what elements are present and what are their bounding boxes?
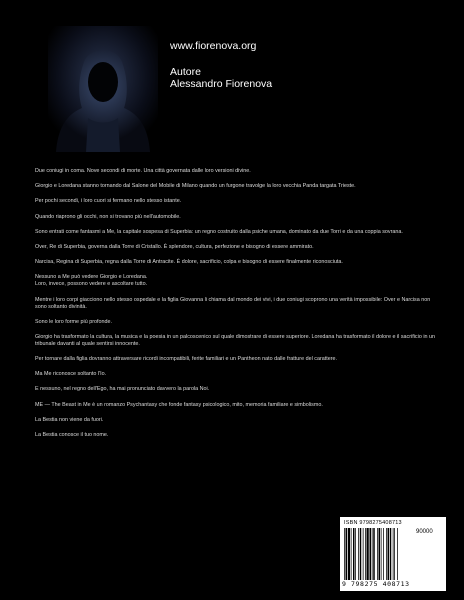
price-code: 90000 [416, 529, 433, 535]
paragraph: Giorgio e Loredana stanno tornando dal Salone del Mobile di Milano quando un furgone travolge la loro vecchia Panda targata Trieste. [35, 183, 356, 190]
barcode-bars [344, 528, 414, 580]
barcode-bar [346, 528, 348, 580]
barcode-bar [393, 528, 394, 580]
paragraph: La Bestia non viene da fuori. [35, 416, 104, 423]
barcode-bar [372, 528, 373, 580]
barcode-bar [348, 528, 350, 580]
barcode-bar [381, 528, 382, 580]
paragraph: E nessuno, nel regno dell'Ego, ha mai pronunciato davvero la parola Noi. [35, 386, 210, 393]
paragraph: Narcisa, Regina di Superbia, regna dalla Torre di Antracite. È dolore, sacrificio, colpa e bisogno di essere finalmente riconosciuta. [35, 259, 343, 266]
barcode-bar [353, 528, 355, 580]
barcode-bar [365, 528, 366, 580]
paragraph: Sono entrati come fantasmi a Me, la capitale sospesa di Superbia: un regno costruito dalla psiche umana, dominato da due Torri e da una coppia sovrana. [35, 228, 403, 235]
barcode-bar [355, 528, 356, 580]
author-block [170, 66, 272, 90]
paragraph: Quando riaprono gli occhi, non si trovano più nell'automobile. [35, 213, 181, 220]
paragraph: Nessuno a Me può vedere Giorgio e Loredana. Loro, invece, possono vedere e ascoltare tutto. [35, 274, 148, 288]
author-label: Autore [170, 66, 201, 78]
isbn-barcode [340, 517, 446, 591]
paragraph: Due coniugi in coma. Nove secondi di morte. Una città governata dalle loro versioni divine. [35, 168, 251, 174]
hooded-figure-image [48, 26, 158, 152]
paragraph: Mentre i loro corpi giacciono nello stesso ospedale e la figlia Giovanna li chiama dal mondo dei vivi, i due coniugi scoprono una verità impossibile: Over e Narcisa non sono soltanto divinità. [35, 296, 431, 310]
barcode-bar [360, 528, 362, 580]
paragraph: Per pochi secondi, i loro cuori si fermano nello stesso istante. [35, 198, 182, 205]
barcode-bar [351, 528, 352, 580]
barcode-bar [363, 528, 364, 580]
barcode-bar [386, 528, 387, 580]
barcode-bar [390, 528, 392, 580]
barcode-bar [373, 528, 375, 580]
author-name: Alessandro Fiorenova [170, 78, 273, 90]
website-url: www.fiorenova.org [170, 40, 257, 52]
isbn-digits: 9 798275 408713 [342, 580, 410, 588]
barcode-bar [358, 528, 359, 580]
barcode-bar [344, 528, 345, 580]
paragraph: Giorgio ha trasformato la cultura, la musica e la poesia in un palcoscenico sul quale dimostrare di essere superiore. Loredana ha trasformato il dolore e il sacrificio in un tribunale davanti al quale sentirsi innocente. [35, 333, 436, 347]
paragraph: Ma Me riconosce soltanto l'Io. [35, 371, 107, 378]
barcode-bar [377, 528, 378, 580]
paragraph: Per tornare dalla figlia dovranno attraversare ricordi incompatibili, ferite familiari e un Pantheon nato dalle fratture del carattere. [35, 356, 338, 363]
barcode-bar [388, 528, 390, 580]
paragraph: Over, Re di Superbia, governa dalla Torre di Cristallo. È splendore, cultura, perfezione e bisogno di essere ammirato. [35, 243, 314, 250]
barcode-bar [367, 528, 369, 580]
barcode-bar [370, 528, 372, 580]
barcode-bar [394, 528, 395, 580]
barcode-bar [397, 528, 398, 580]
paragraph: ME — The Beast in Me è un romanzo Psychantasy che fonde fantasy psicologico, mito, memoria familiare e simbolismo. [35, 401, 323, 408]
paragraph: Sono le loro forme più profonde. [35, 318, 113, 325]
barcode-bar [379, 528, 381, 580]
synopsis [35, 168, 439, 447]
author-photo [48, 26, 158, 152]
isbn-label: ISBN 9798275408713 [344, 520, 402, 526]
barcode-bar [383, 528, 384, 580]
paragraph: La Bestia conosce il tuo nome. [35, 432, 109, 438]
